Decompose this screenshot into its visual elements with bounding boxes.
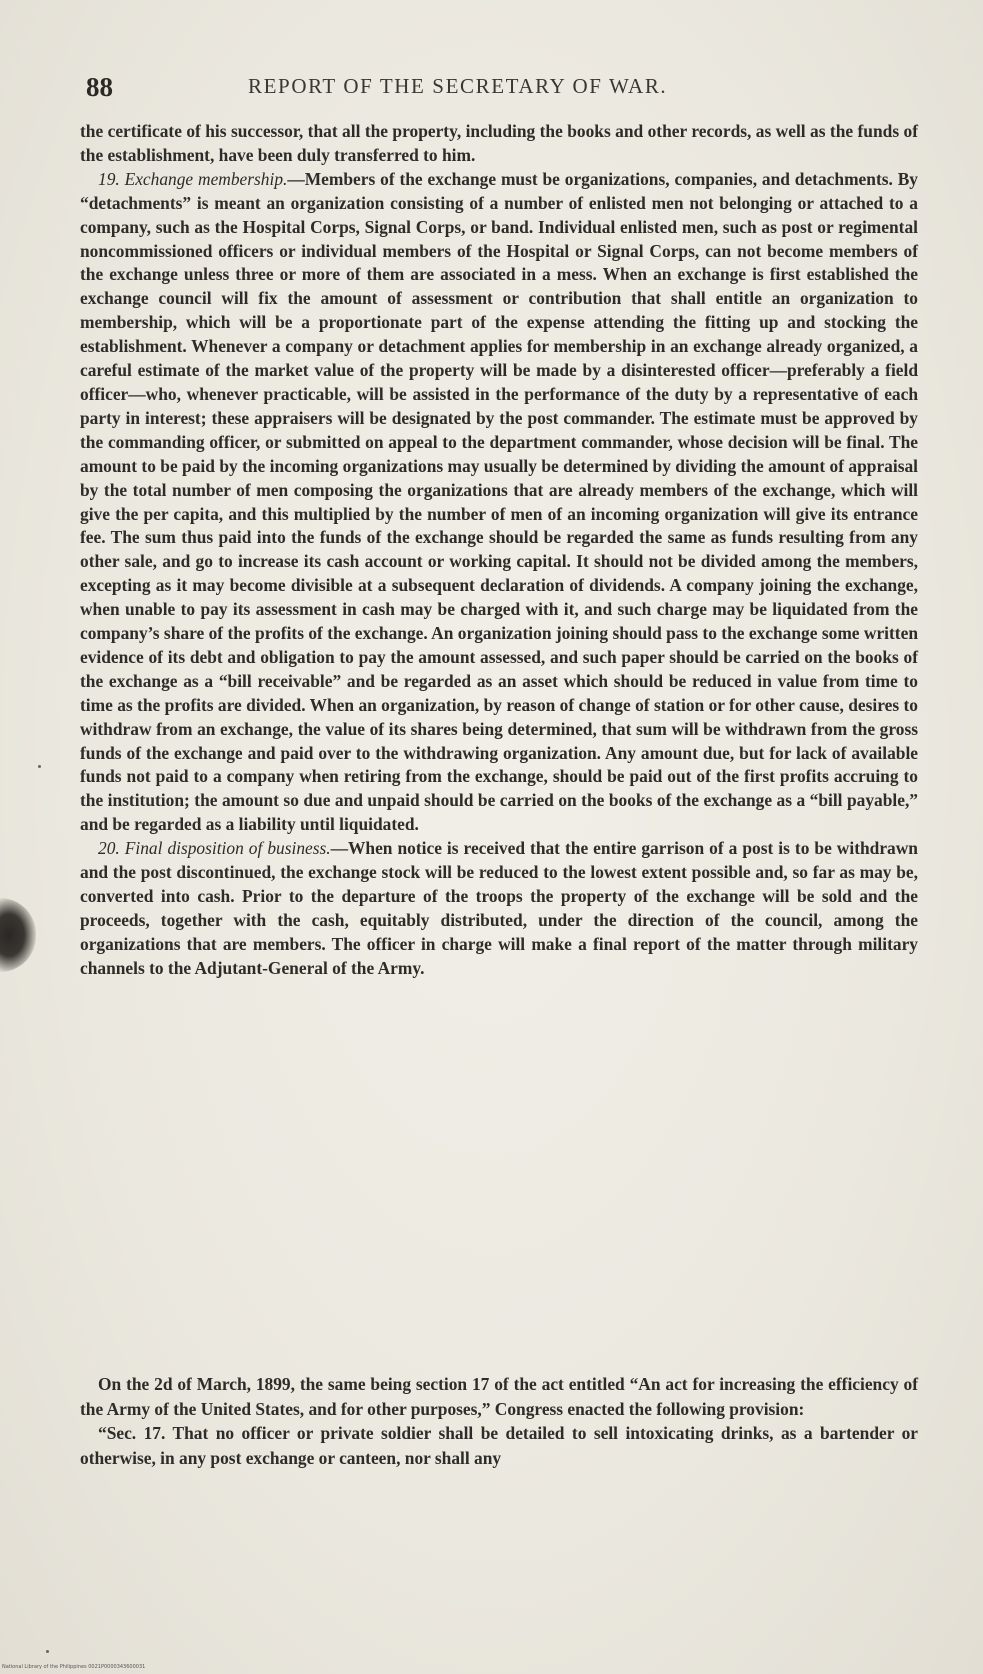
section-heading-exchange-membership: 19. Exchange membership. <box>98 168 288 189</box>
section-heading-final-disposition: 20. Final disposition of business. <box>98 838 331 859</box>
paragraph-continuation: the certificate of his successor, that all the property, including the books and other records, as well as the funds of the establishment, have been duly transferred to him. <box>80 121 918 165</box>
page-smudge <box>0 898 36 972</box>
page-speck <box>38 765 41 768</box>
running-title: REPORT OF THE SECRETARY OF WAR. <box>248 74 668 98</box>
act-provision-text <box>80 1372 918 1470</box>
paragraph-section-17: “Sec. 17. That no officer or private soldier shall be detailed to sell intoxicating drinks, as a bartender or otherwise, in any post exchange or canteen, nor shall any <box>80 1423 918 1468</box>
body-text <box>80 120 918 981</box>
page-speck <box>46 1650 49 1653</box>
page-number: 88 <box>86 72 113 102</box>
section-body-final-disposition: —When notice is received that the entire garrison of a post is to be withdrawn and the post discontinued, the exchange stock will be reduced to the lowest extent possible and, so far as may be, converted into cash. Prior to the departure of the troops the property of the exchange will be sold and the proceeds, together with the cash, equitably distributed, under the direction of the council, among the organizations that are members. The officer in charge will make a final report of the matter through military channels to the Adjutant-General of the Army. <box>80 838 918 978</box>
paragraph-exchange-membership <box>80 168 918 837</box>
paragraph-act-intro: On the 2d of March, 1899, the same being section 17 of the act entitled “An act for increasing the efficiency of the Army of the United States, and for other purposes,” Congress enacted the following provision: <box>80 1374 918 1419</box>
paragraph-final-disposition <box>80 837 918 980</box>
scan-credit: National Library of the Philippines 0021P0000343600031 <box>2 1664 146 1670</box>
page-header <box>86 72 946 112</box>
section-body-exchange-membership: —Members of the exchange must be organizations, companies, and detachments. By “detachments” is meant an organization consisting of a number of enlisted men not belonging or attached to a company, such as the Hospital Corps, Signal Corps, or band. Individual enlisted men, such as post or regimental noncommissioned officers or individual members of the Hospital or Signal Corps, can not become members of the exchange unless three or more of them are associated in a mess. When an exchange is first established the exchange council will fix the amount of assessment or contribution that shall entitle an organization to membership, which will be a proportionate part of the expense attending the fitting up and stocking the establishment. Whenever a company or detachment applies for membership in an exchange already organized, a careful estimate of the market value of the property will be made by a disinterested officer—preferably a field officer—who, whenever practicable, will be assisted in the performance of the duty by a representative of each party in interest; these appraisers will be designated by the post commander. The estimate must be approved by the commanding officer, or submitted on appeal to the department commander, whose decision will be final. The amount to be paid by the incoming organizations may usually be determined by dividing the amount of appraisal by the total number of men composing the organizations that are already members of the exchange, which will give the per capita, and this multiplied by the number of men of an incoming organization will give its entrance fee. The sum thus paid into the funds of the exchange should be regarded the same as funds resulting from any other sale, and go to increase its cash account or working capital. It should not be divided among the members, excepting as it may become divisible at a subsequent declaration of dividends. A company joining the exchange, when unable to pay its assessment in cash may be charged with it, and such charge may be liquidated from the company’s share of the profits of the exchange. An organization joining should pass to the exchange some written evidence of its debt and obligation to pay the amount assessed, and such paper should be carried on the books of the exchange as a “bill receivable” and be regarded as an asset which should be reduced in value from time to time as the profits are divided. When an organization, by reason of change of station or for other cause, desires to withdraw from an exchange, the value of its shares being determined, that sum will be withdrawn from the gross funds of the exchange and paid over to the withdrawing organization. Any amount due, but for lack of available funds not paid to a company when retiring from the exchange, should be paid out of the first profits accruing to the institution; the amount so due and unpaid should be carried on the books of the exchange as a “bill payable,” and be regarded as a liability until liquidated. <box>80 168 918 835</box>
